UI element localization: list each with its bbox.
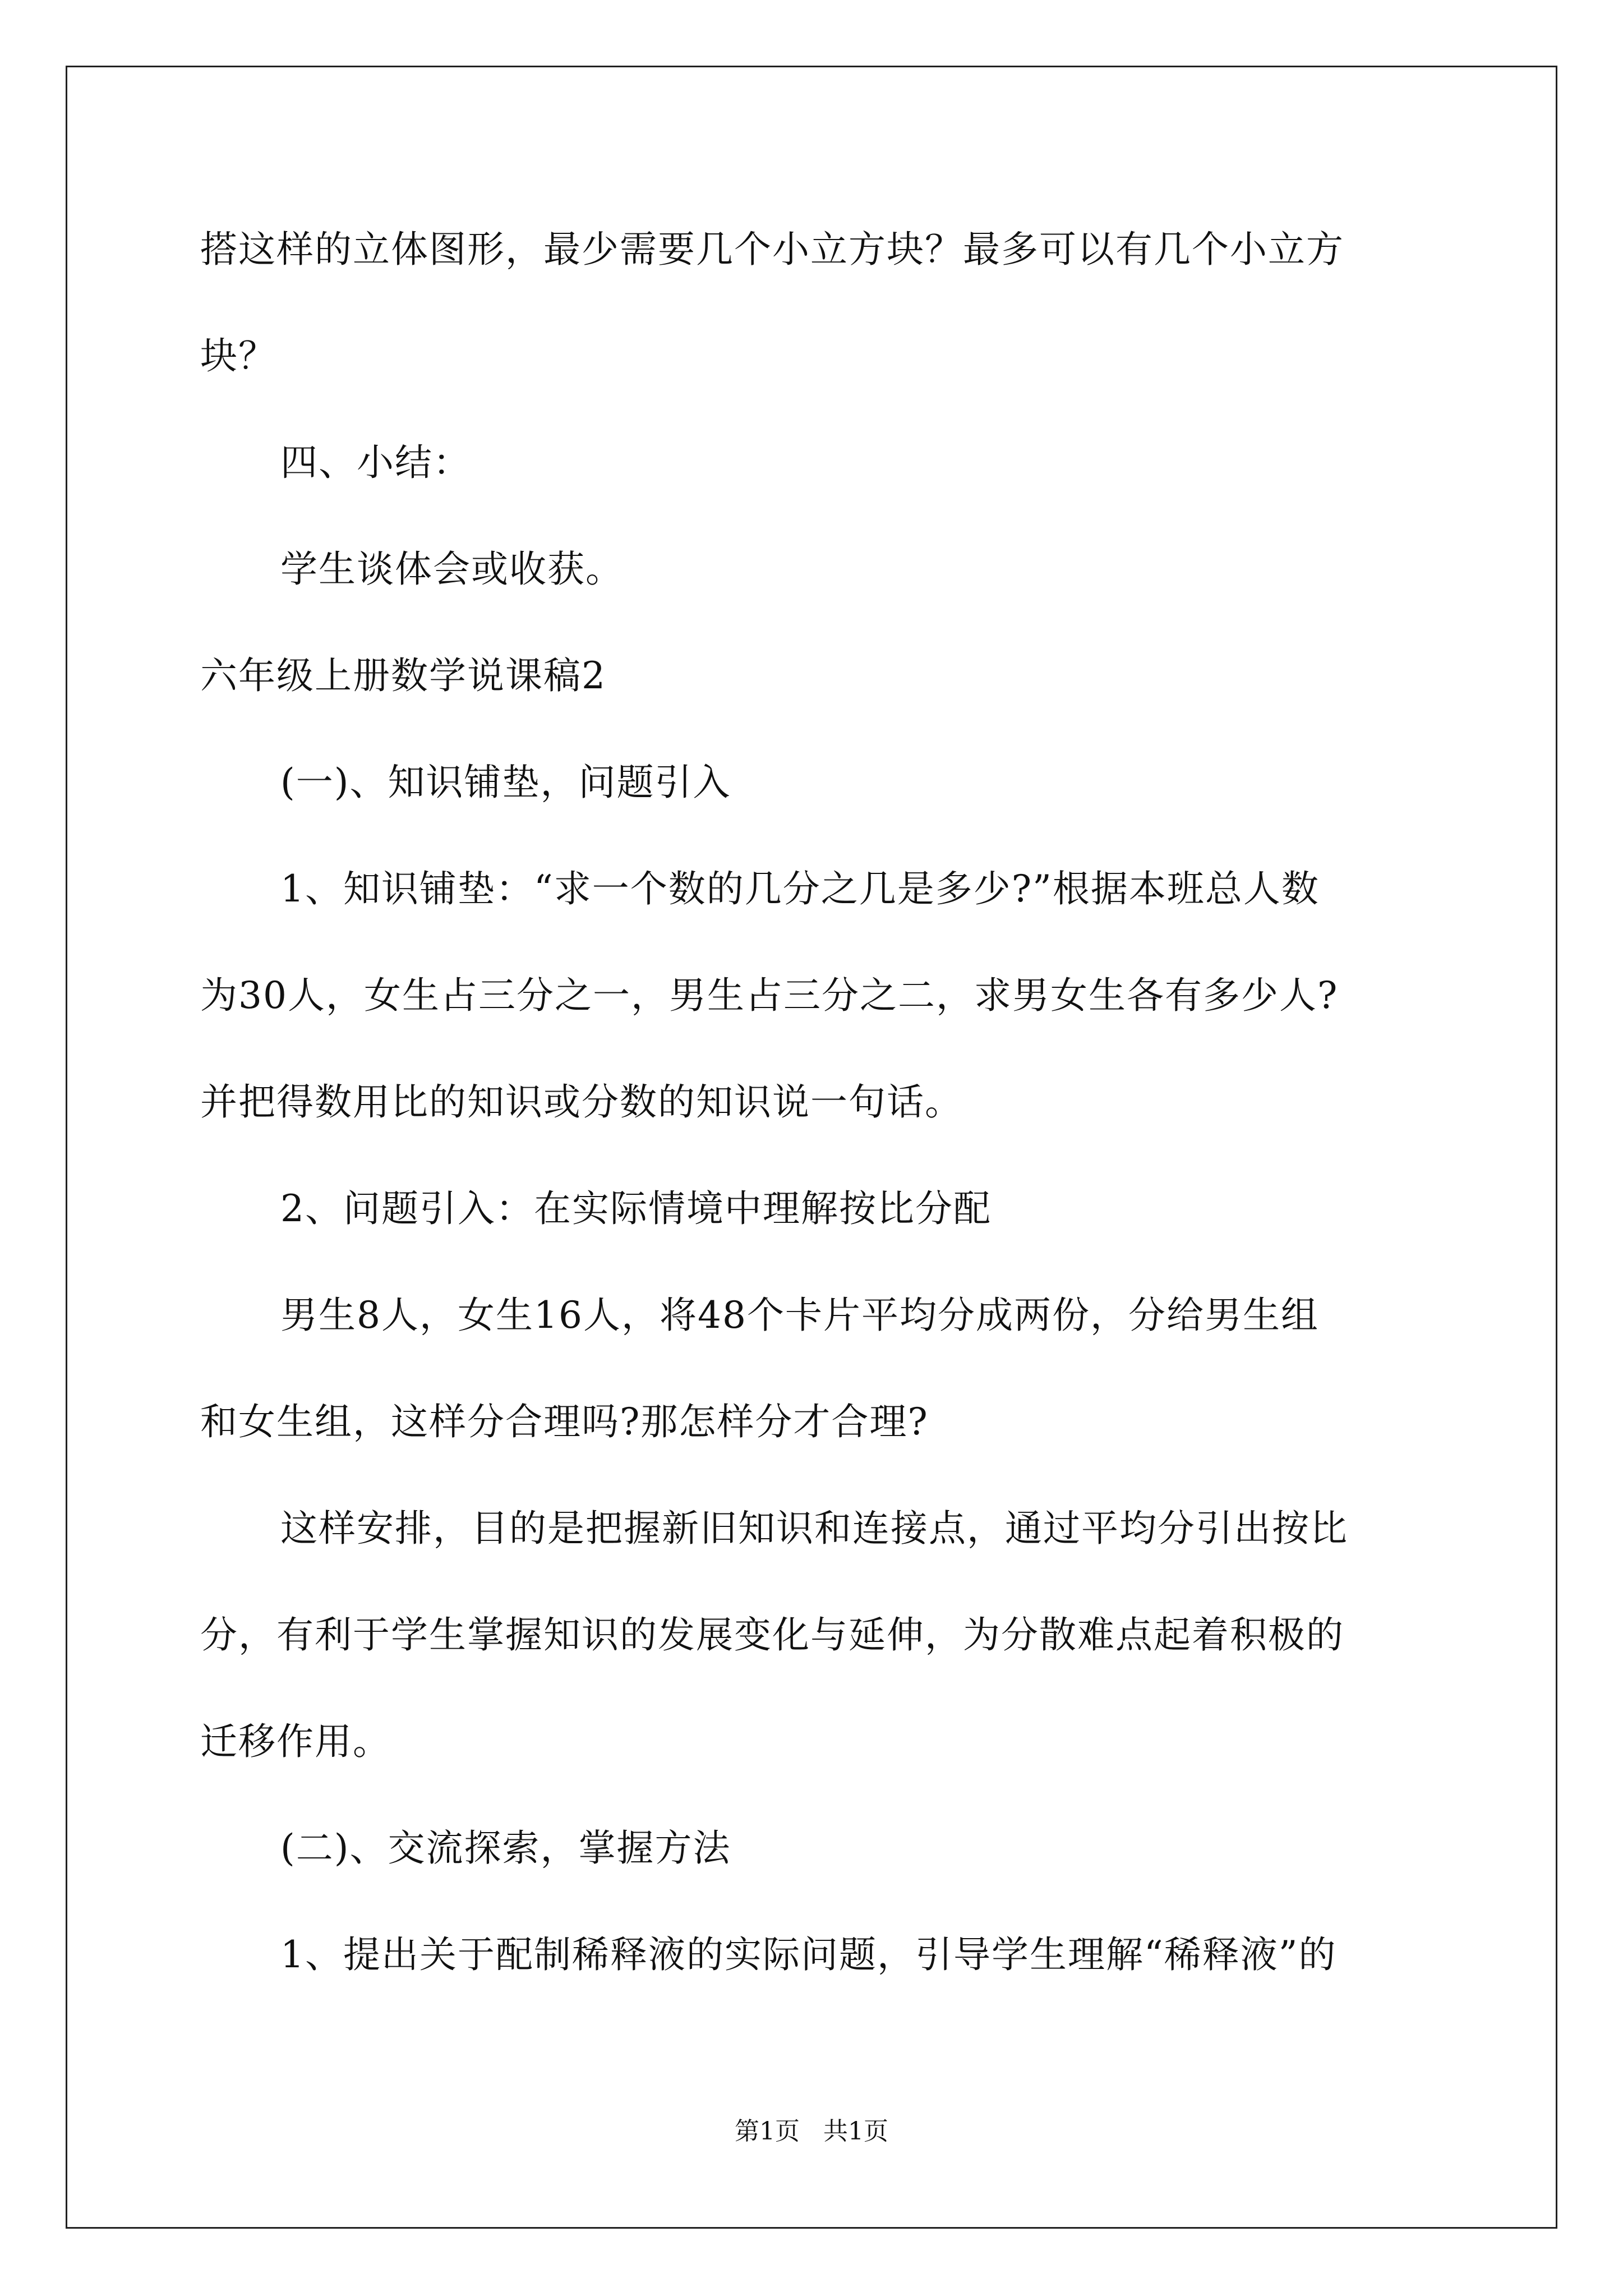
text-line: 男生8人，女生16人，将48个卡片平均分成两份，分给男生组 — [280, 1294, 1319, 1337]
document-title: 六年级上册数学说课稿2 — [200, 654, 606, 697]
text-line: 学生谈体会或收获。 — [280, 547, 624, 591]
text-line: 1、提出关于配制稀释液的实际问题，引导学生理解“稀释液”的 — [280, 1933, 1337, 1976]
text-line: 迁移作用。 — [200, 1720, 391, 1763]
text-line: 1、知识铺垫：“求一个数的几分之几是多少?”根据本班总人数 — [280, 867, 1320, 910]
section-heading: (二)、交流探索，掌握方法 — [280, 1826, 731, 1870]
section-heading: 四、小结： — [280, 441, 471, 484]
page-footer: 第1页 共1页 — [735, 2117, 888, 2146]
text-line: 为30人，女生占三分之一，男生占三分之二，求男女生各有多少人? — [200, 974, 1339, 1017]
text-line: 这样安排，目的是把握新旧知识和连接点，通过平均分引出按比 — [280, 1507, 1348, 1550]
page-border — [66, 66, 1557, 2229]
text-line: 并把得数用比的知识或分数的知识说一句话。 — [200, 1080, 963, 1124]
text-line: 块？ — [200, 334, 276, 378]
text-line: 搭这样的立体图形，最少需要几个小立方块？最多可以有几个小立方 — [200, 228, 1344, 271]
text-line: 分，有利于学生掌握知识的发展变化与延伸，为分散难点起着积极的 — [200, 1613, 1344, 1657]
text-line: 和女生组，这样分合理吗?那怎样分才合理? — [200, 1400, 929, 1443]
section-heading: (一)、知识铺垫，问题引入 — [280, 761, 731, 804]
text-line: 2、问题引入：在实际情境中理解按比分配 — [280, 1187, 992, 1230]
